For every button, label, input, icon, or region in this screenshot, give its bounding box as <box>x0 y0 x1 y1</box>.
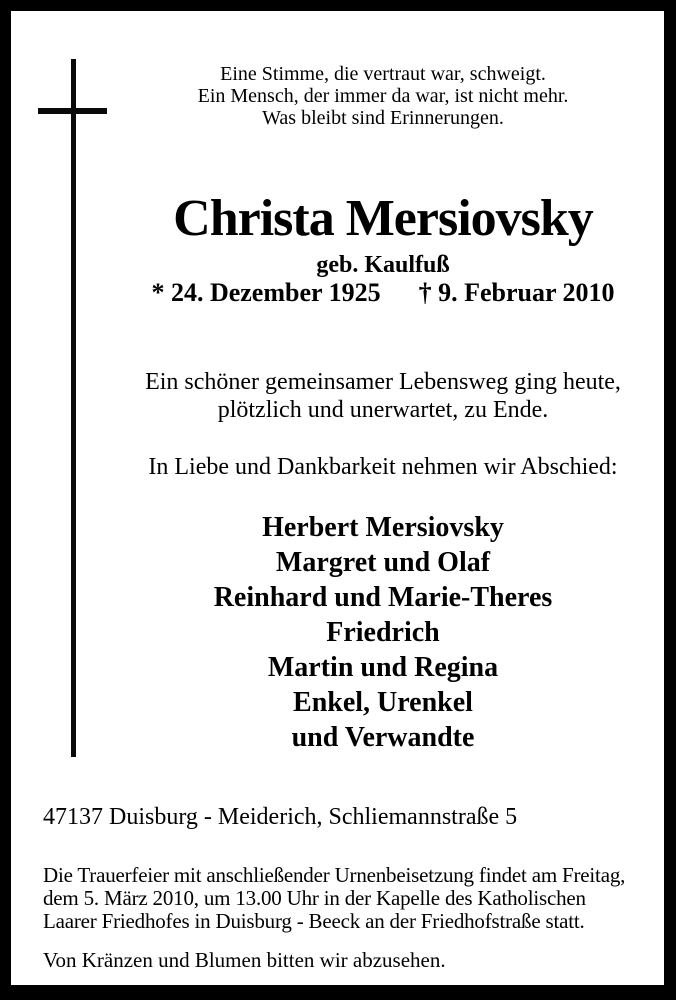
mourner-line: Margret und Olaf <box>275 547 491 578</box>
epigraph-line: Eine Stimme, die vertraut war, schweigt. <box>220 63 546 85</box>
obituary-card <box>11 11 664 985</box>
funeral-details-line: dem 5. März 2010, um 13.00 Uhr in der Kapelle des Katholischen <box>43 886 586 910</box>
address-line: 47137 Duisburg - Meiderich, Schliemannstraße 5 <box>43 804 518 830</box>
mourner-line: Herbert Mersiovsky <box>262 512 504 543</box>
deceased-name: Christa Mersiovsky <box>173 190 593 247</box>
epigraph-line: Ein Mensch, der immer da war, ist nicht mehr. <box>197 85 569 107</box>
cross-horizontal-bar <box>38 108 107 114</box>
funeral-details-line: Die Trauerfeier mit anschließender Urnenbeisetzung findet am Freitag, <box>43 863 626 887</box>
farewell-line: In Liebe und Dankbarkeit nehmen wir Abschied: <box>148 454 618 480</box>
birth-date: * 24. Dezember 1925 <box>151 278 381 307</box>
epigraph <box>102 63 664 129</box>
epigraph-line: Was bleibt sind Erinnerungen. <box>262 107 504 129</box>
message-line: plötzlich und unerwartet, zu Ende. <box>217 397 549 423</box>
closing-line: Von Kränzen und Blumen bitten wir abzusehen. <box>43 948 446 972</box>
mourner-line: Reinhard und Marie-Theres <box>213 582 553 613</box>
mourner-line: Martin und Regina <box>267 652 499 683</box>
cross-vertical-bar <box>71 59 76 757</box>
life-dates <box>102 279 664 307</box>
death-date: † 9. Februar 2010 <box>418 278 615 307</box>
mourners-list <box>102 510 664 755</box>
mourner-line: und Verwandte <box>291 722 475 753</box>
maiden-name: geb. Kaulfuß <box>316 252 450 278</box>
mourner-line: Friedrich <box>326 617 440 648</box>
message-line: Ein schöner gemeinsamer Lebensweg ging heute, <box>145 369 621 395</box>
funeral-details-line: Laarer Friedhofes in Duisburg - Beeck an der Friedhofstraße statt. <box>43 909 585 933</box>
message <box>102 368 664 424</box>
funeral-details <box>43 864 625 933</box>
mourner-line: Enkel, Urenkel <box>293 687 473 718</box>
